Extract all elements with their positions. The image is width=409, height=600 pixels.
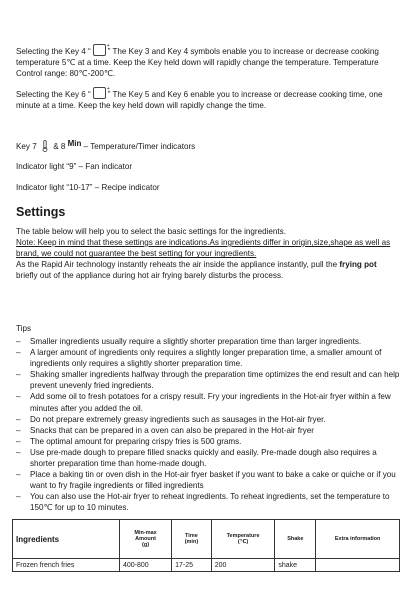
header-extra — [316, 520, 400, 559]
settings-intro: The table below will help you to select the basic settings for the ingredients. — [16, 227, 286, 236]
rapid-air-text-after: briefly out of the appliance during hot air frying barely disturbs the process. — [16, 271, 284, 281]
tip-item: – You can also use the Hot-air fryer to reheat ingredients. To reheat ingredients, set the temperature to 150℃ for up to 10 minutes. — [16, 491, 400, 513]
key78-description — [16, 138, 398, 152]
settings-note: Note: Keep in mind that these settings are indications.As ingredients differ in origin,size,shape as well as brand, we could not guarantee the best setting for your ingredients. — [16, 238, 391, 259]
tip-item: – Do not prepare extremely greasy ingredients such as sausages in the Hot-air fryer. — [16, 414, 400, 425]
header-temperature — [211, 520, 275, 559]
key7-label: Key 7 — [16, 142, 37, 151]
header-amount-line1: Min-max — [134, 530, 157, 536]
header-amount-line2: Amount — [135, 536, 156, 542]
header-temp-line1: Temperature — [226, 533, 260, 539]
tip-item: – Smaller ingredients usually require a slightly shorter preparation time than larger ingredients. — [16, 336, 400, 347]
rapid-air-bold: frying pot — [339, 260, 377, 269]
settings-table — [12, 519, 400, 572]
tips-list — [16, 336, 400, 514]
cell-ingredient: Frozen french fries — [13, 559, 120, 572]
header-amount — [120, 520, 172, 559]
indicator-9-text: Indicator light “9” – Fan indicator — [16, 162, 133, 171]
key8-label: & 8 — [53, 142, 66, 151]
tip-item: – Snacks that can be prepared in a oven can also be prepared in the Hot-air fryer — [16, 425, 400, 436]
indicator-10-17-text: Indicator light “10-17” – Recipe indicator — [16, 183, 160, 192]
thermometer-icon — [41, 140, 49, 152]
cell-time: 17-25 — [172, 559, 212, 572]
min-timer-icon: Min — [67, 139, 82, 148]
header-amount-unit: (g) — [142, 542, 150, 548]
header-shake-label: Shake — [287, 536, 304, 542]
key6-suffix: ” The Key 5 and Key 6 enable you to increase or decrease cooking time, one minute at a time. Keep the key held down will rapidly change the time. — [16, 90, 383, 111]
settings-heading: Settings — [16, 205, 66, 219]
cell-shake: shake — [275, 559, 316, 572]
table-row — [13, 559, 400, 572]
key6-prefix: Selecting the Key 6 “ — [16, 90, 91, 99]
header-ingredients: Ingredients — [13, 520, 120, 559]
table-header-row — [13, 520, 400, 559]
key4-prefix: Selecting the Key 4 “ — [16, 47, 91, 56]
cell-extra — [316, 559, 400, 572]
rapid-air-text-before: As the Rapid Air technology instantly reheats the air inside the appliance instantly, pull the — [16, 260, 340, 269]
tip-item: – Use pre-made dough to prepare filled snacks quickly and easily. Pre-made dough also requires a shorter preparation time than home-made dough. — [16, 447, 400, 469]
tip-item: – The optimal amount for preparing crispy fries is 500 grams. — [16, 436, 400, 447]
header-time-unit: (min) — [184, 539, 199, 545]
tip-item: – Shaking smaller ingredients halfway through the preparation time optimizes the end result and can help prevent unevenly fried ingredients. — [16, 369, 400, 391]
cell-temperature: 200 — [211, 559, 275, 572]
key6-description — [16, 87, 398, 111]
time-up-key-icon: + — [93, 87, 106, 99]
cell-amount: 400-800 — [120, 559, 172, 572]
key4-suffix: ” The Key 3 and Key 4 symbols enable you to increase or decrease cooking temperature 5℃ at a time. Keep the Key held down will rapidly change the temperature. Temperature Control range: 80℃-200℃. — [16, 47, 379, 79]
temperature-up-key-icon: + — [93, 44, 106, 56]
header-shake — [275, 520, 316, 559]
rapid-air-paragraph — [16, 259, 398, 281]
tips-title: Tips — [16, 324, 31, 333]
tip-item: – A larger amount of ingredients only requires a slightly longer preparation time, a smaller amount of ingredients only requires a slightly shorter preparation time. — [16, 347, 400, 369]
tip-item: – Add some oil to fresh potatoes for a crispy result. Fry your ingredients in the Hot-air fryer within a few minutes after you added the oil. — [16, 391, 400, 413]
header-extra-label: Extra information — [334, 536, 381, 542]
key78-suffix: – Temperature/Timer indicators — [83, 142, 196, 151]
header-time-line1: Time — [185, 533, 198, 539]
key4-description — [16, 44, 398, 80]
header-temp-unit: (℃) — [237, 539, 249, 545]
header-time — [172, 520, 212, 559]
tip-item: – Place a baking tin or oven dish in the Hot-air fryer basket if you want to bake a cake or quiche or if you want to fry fragile ingredients or filled ingredients — [16, 469, 400, 491]
